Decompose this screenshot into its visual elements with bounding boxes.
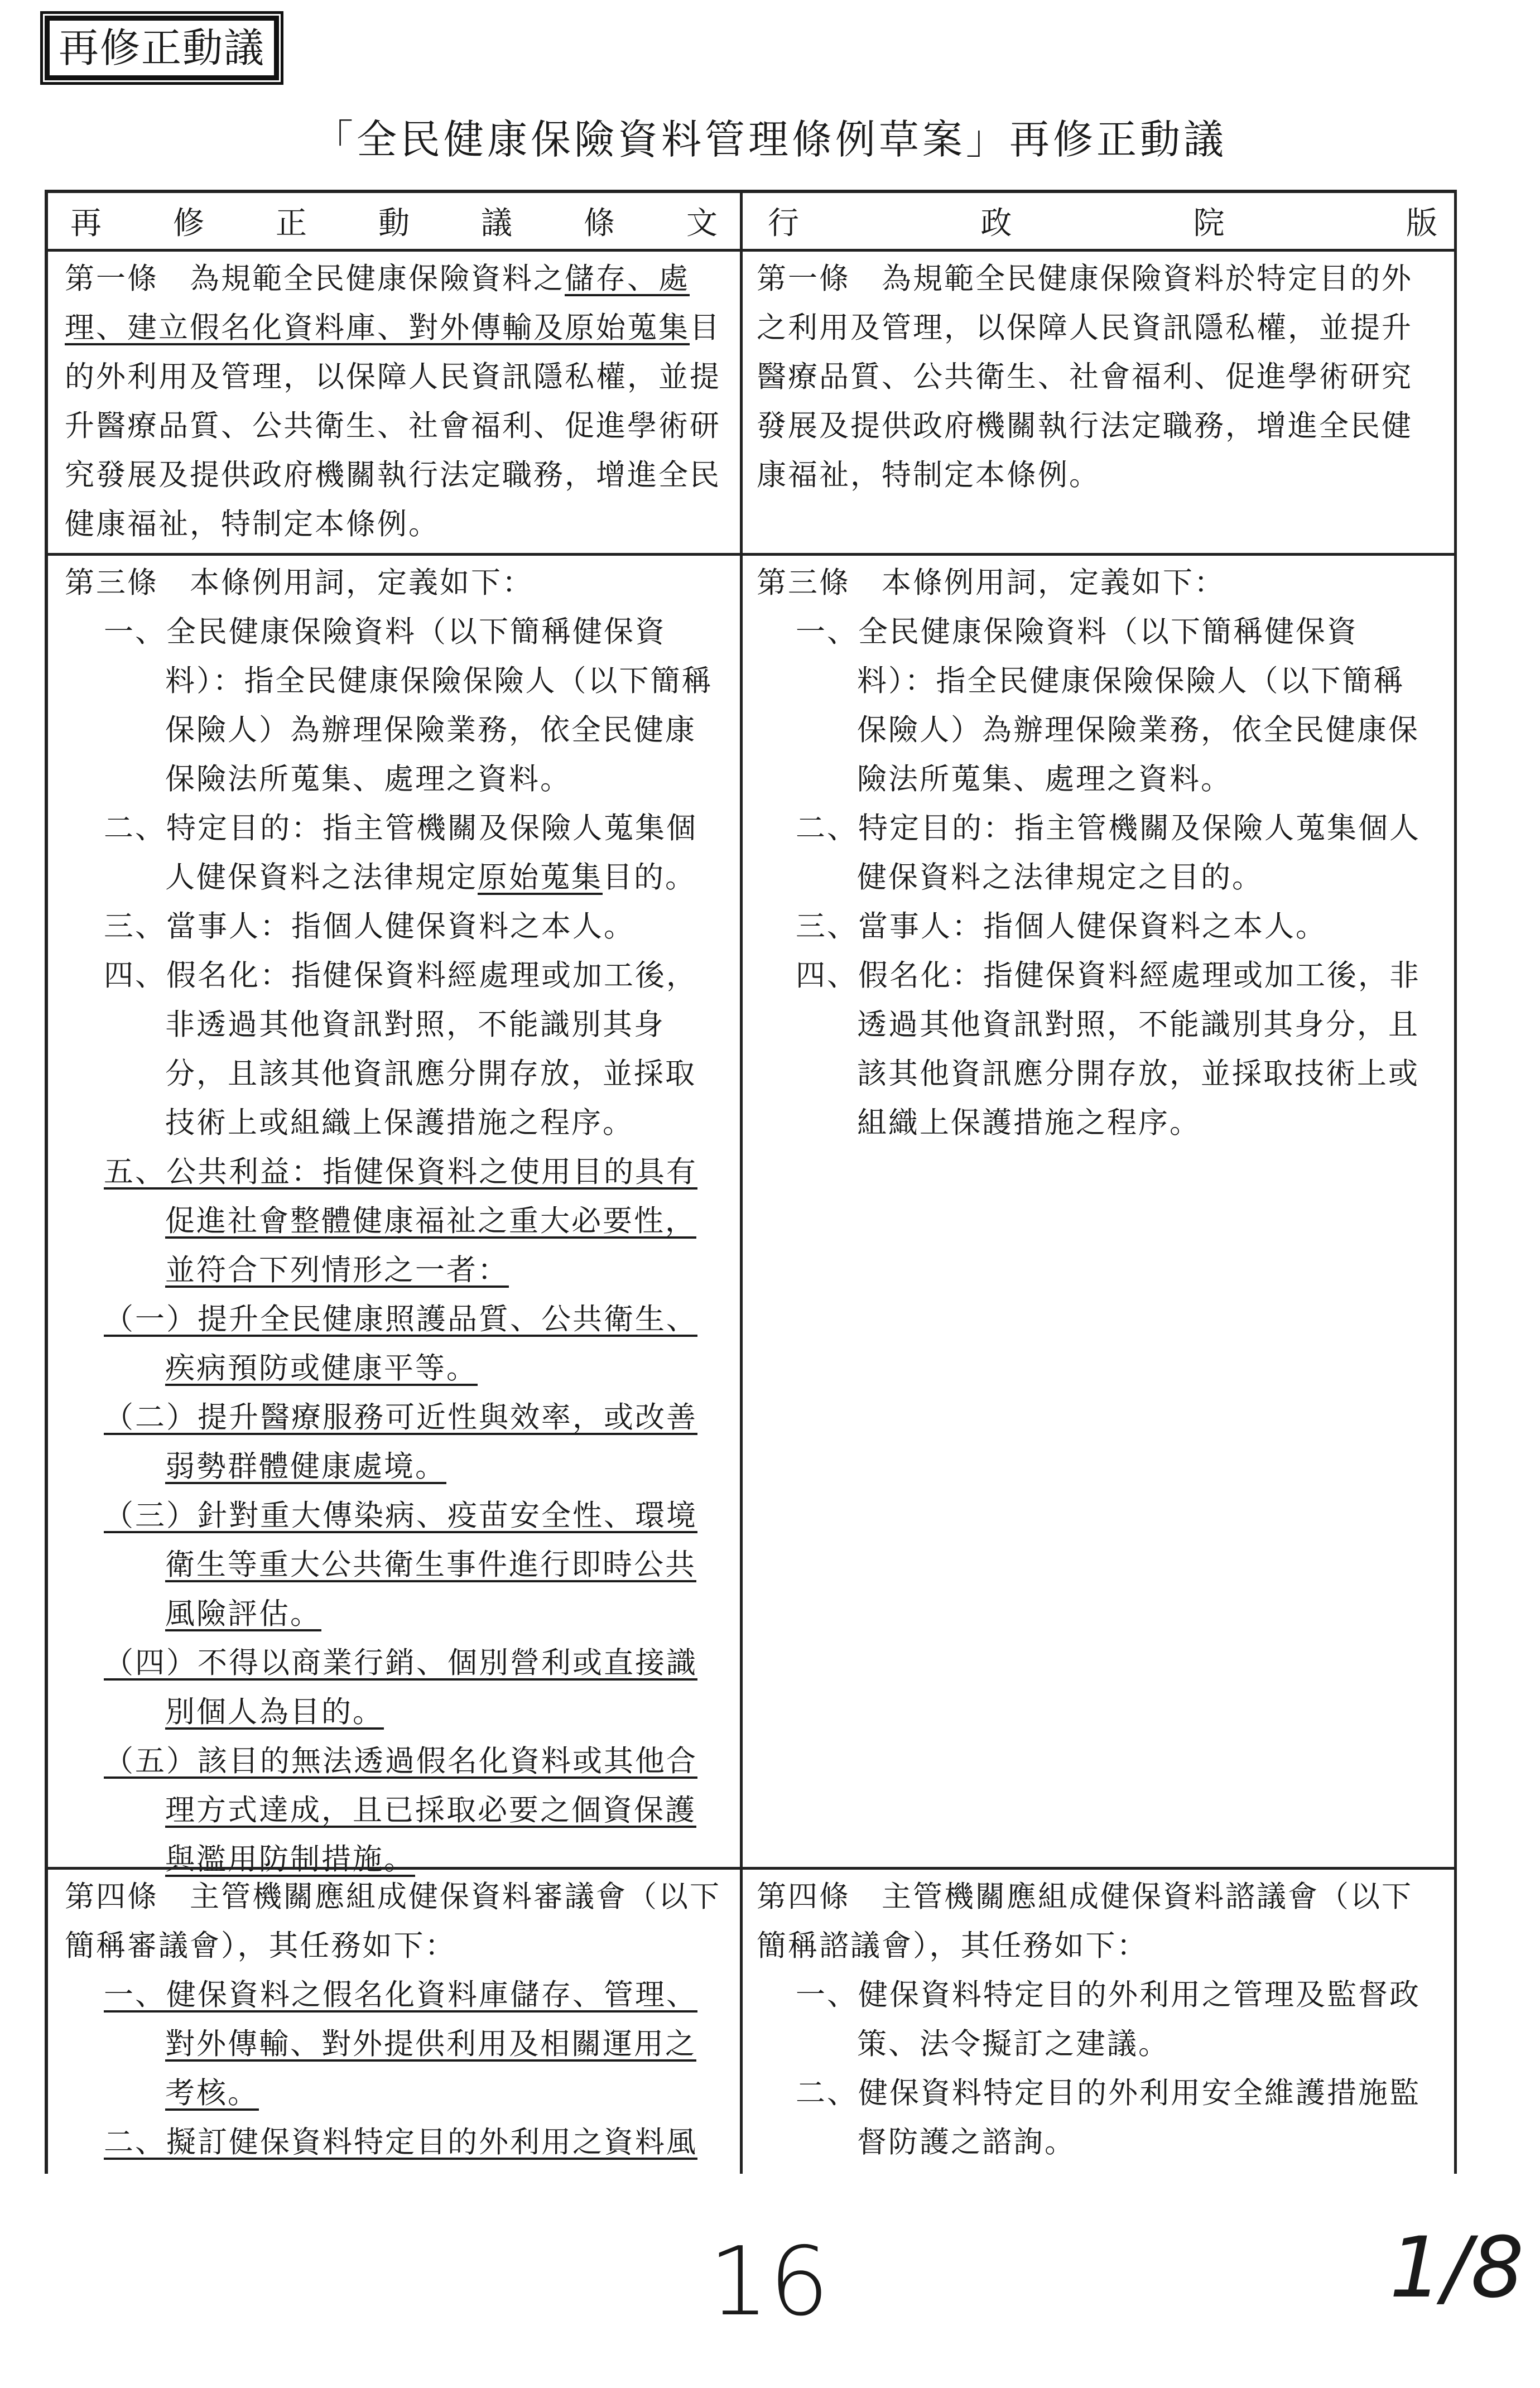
row3-right-cell	[757, 1872, 1432, 2167]
art1-right-text: 第一條 為規範全民健康保險資料於特定目的外之利用及管理，以保障人民資訊隱私權，並提升醫療品質、公共衛生、社會福利、促進學術研究發展及提供政府機關執行法定職務，增進全民健康福祉，特制定本條例。	[757, 262, 1413, 492]
row2-right-cell	[757, 559, 1432, 1148]
comparison-table	[45, 190, 1457, 2174]
row3-left-cell	[65, 1872, 723, 2167]
art4-left-item1: 一、健保資料之假名化資料庫儲存、管理、對外傳輸、對外提供利用及相關運用之考核。	[104, 1978, 697, 2110]
art4-right-item1: 一、健保資料特定目的外利用之管理及監督政策、法令擬訂之建議。	[796, 1978, 1421, 2061]
header-left	[70, 193, 718, 249]
art4-left-item2: 二、擬訂健保資料特定目的外利用之資料風	[104, 2125, 697, 2159]
art1-left-text-cont: 目的外利用及管理，以保障人民資訊隱私權，並提升醫療品質、公共衛生、社會福利、促進學術研究發展及提供政府機關執行法定職務，增進全民健康福祉，特制定本條例。	[65, 311, 721, 541]
header-left-char: 議	[481, 205, 512, 242]
row1-left-cell	[65, 254, 723, 549]
art3-right-item1: 一、全民健康保險資料（以下簡稱健保資料）：指全民健康保險保險人（以下簡稱保險人）為辦理保險業務，依全民健康保險法所蒐集、處理之資料。	[796, 615, 1419, 796]
header-rule	[48, 249, 1454, 252]
art3-left-sub1: （一）提升全民健康照護品質、公共衛生、疾病預防或健康平等。	[104, 1302, 697, 1385]
art3-right-item4: 四、假名化：指健保資料經處理或加工後，非透過其他資訊對照，不能識別其身分，且該其他資訊應分開存放，並採取技術上或組織上保護措施之程序。	[796, 959, 1421, 1140]
art3-right-item3: 三、當事人：指個人健保資料之本人。	[796, 909, 1327, 943]
art1-left-text: 第一條 為規範全民健康保險資料之	[65, 262, 565, 296]
art3-left-intro: 第三條 本條例用詞，定義如下：	[65, 566, 533, 600]
art4-right-intro: 第四條 主管機關應組成健保資料諮議會（以下簡稱諮議會），其任務如下：	[757, 1880, 1413, 1963]
art3-right-intro: 第三條 本條例用詞，定義如下：	[757, 566, 1225, 600]
row1-rule	[48, 553, 1454, 556]
column-divider	[740, 193, 743, 2174]
header-left-char: 條	[584, 205, 615, 242]
document-tag: 再修正動議	[45, 16, 279, 80]
art3-left-sub2: （二）提升醫療服務可近性與效率，或改善弱勢群體健康處境。	[104, 1400, 697, 1484]
page-number: 16	[709, 2227, 830, 2337]
document-title: 「全民健康保險資料管理條例草案」再修正動議	[312, 116, 1227, 163]
art3-left-item5: 五、公共利益：指健保資料之使用目的具有促進社會整體健康福祉之重大必要性，並符合下列情形之一者：	[104, 1155, 697, 1287]
art3-left-sub3: （三）針對重大傳染病、疫苗安全性、環境衛生等重大公共衛生事件進行即時公共風險評估。	[104, 1499, 697, 1631]
header-left-char: 文	[686, 205, 718, 242]
art3-left-item1: 一、全民健康保險資料（以下簡稱健保資料）：指全民健康保險保險人（以下簡稱保險人）為辦理保險業務，依全民健康保險法所蒐集、處理之資料。	[104, 615, 713, 796]
header-right-char: 政	[980, 205, 1012, 242]
header-right-char: 院	[1193, 205, 1225, 242]
art3-right-item2: 二、特定目的：指主管機關及保險人蒐集個人健保資料之法律規定之目的。	[796, 811, 1421, 894]
art1-left-amended: 儲存、處理、建立假名化資料庫、對外傳輸及原始蒐集	[65, 262, 690, 345]
header-right-char: 行	[768, 205, 799, 242]
header-left-char: 再	[70, 205, 102, 242]
sheet-fraction: 1/8	[1389, 2220, 1524, 2317]
art3-left-item4: 四、假名化：指健保資料經處理或加工後，非透過其他資訊對照，不能識別其身分，且該其他資訊應分開存放，並採取技術上或組織上保護措施之程序。	[104, 959, 697, 1140]
row2-rule	[48, 1867, 1454, 1870]
art4-left-intro: 第四條 主管機關應組成健保資料審議會（以下簡稱審議會），其任務如下：	[65, 1880, 721, 1963]
art3-left-sub4: （四）不得以商業行銷、個別營利或直接識別個人為目的。	[104, 1646, 697, 1729]
header-left-char: 修	[173, 205, 204, 242]
art4-right-item2: 二、健保資料特定目的外利用安全維護措施監督防護之諮詢。	[796, 2076, 1421, 2159]
row1-right-cell	[757, 254, 1432, 500]
header-right-char: 版	[1406, 205, 1437, 242]
art3-left-item3: 三、當事人：指個人健保資料之本人。	[104, 909, 635, 943]
art3-left-item2: 二、特定目的：指主管機關及保險人蒐集個人健保資料之法律規定原始蒐集目的。	[104, 811, 697, 894]
art3-left-sub5: （五）該目的無法透過假名化資料或其他合理方式達成，且已採取必要之個資保護與濫用防制措施。	[104, 1744, 697, 1876]
header-left-char: 正	[276, 205, 307, 242]
row2-left-cell	[65, 559, 723, 1884]
header-left-char: 動	[378, 205, 410, 242]
header-right	[768, 193, 1437, 249]
